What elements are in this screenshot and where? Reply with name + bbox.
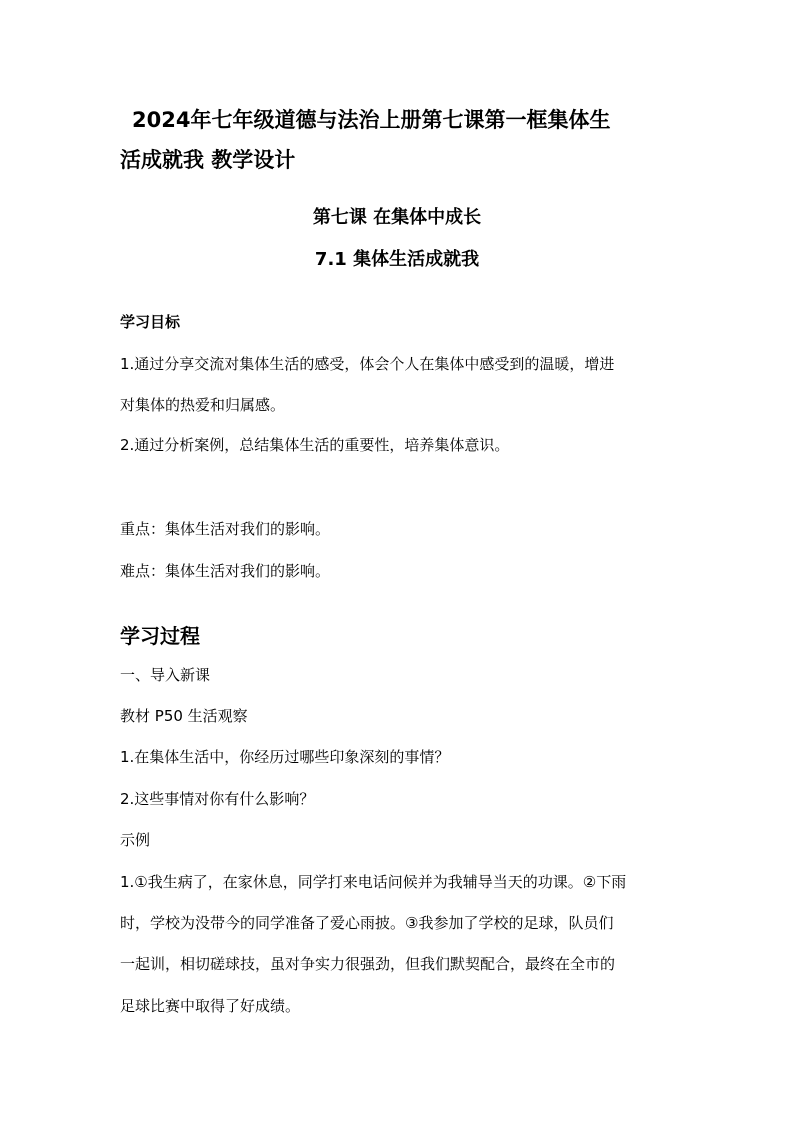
document-title bbox=[120, 100, 680, 180]
objective-2: 2.通过分析案例，总结集体生活的重要性，培养集体意识。 bbox=[120, 436, 510, 454]
difficult-point: 难点：集体生活对我们的影响。 bbox=[120, 562, 331, 580]
textbook-reference: 教材 P50 生活观察 bbox=[120, 707, 248, 725]
question-1: 1.在集体生活中，你经历过哪些印象深刻的事情？ bbox=[120, 748, 450, 766]
example-label: 示例 bbox=[120, 831, 151, 849]
process-step-1: 一、导入新课 bbox=[120, 666, 211, 684]
section-title: 7.1 集体生活成就我 bbox=[314, 249, 480, 270]
question-2: 2.这些事情对你有什么影响？ bbox=[120, 790, 315, 808]
objectives-heading: 学习目标 bbox=[120, 313, 181, 331]
document-title-line-1: 2024年七年级道德与法治上册第七课第一框集体生 bbox=[132, 108, 611, 132]
objective-1-line-2: 对集体的热爱和归属感。 bbox=[120, 396, 286, 414]
example-line-4: 足球比赛中取得了好成绩。 bbox=[120, 997, 301, 1015]
process-heading: 学习过程 bbox=[120, 624, 200, 648]
example-line-3: 一起训，相切磋球技，虽对争实力很强劲，但我们默契配合，最终在全市的 bbox=[120, 955, 616, 973]
example-line-2: 时，学校为没带今的同学准备了爱心雨披。③我参加了学校的足球，队员们 bbox=[120, 914, 614, 932]
objective-1-line-1: 1.通过分享交流对集体生活的感受，体会个人在集体中感受到的温暖，增进 bbox=[120, 355, 615, 373]
document-title-line-2: 活成就我 教学设计 bbox=[120, 148, 296, 172]
example-line-1: 1.①我生病了，在家休息，同学打来电话问候并为我辅导当天的功课。②下雨 bbox=[120, 873, 627, 891]
key-point: 重点：集体生活对我们的影响。 bbox=[120, 520, 331, 538]
lesson-title: 第七课 在集体中成长 bbox=[312, 207, 482, 228]
